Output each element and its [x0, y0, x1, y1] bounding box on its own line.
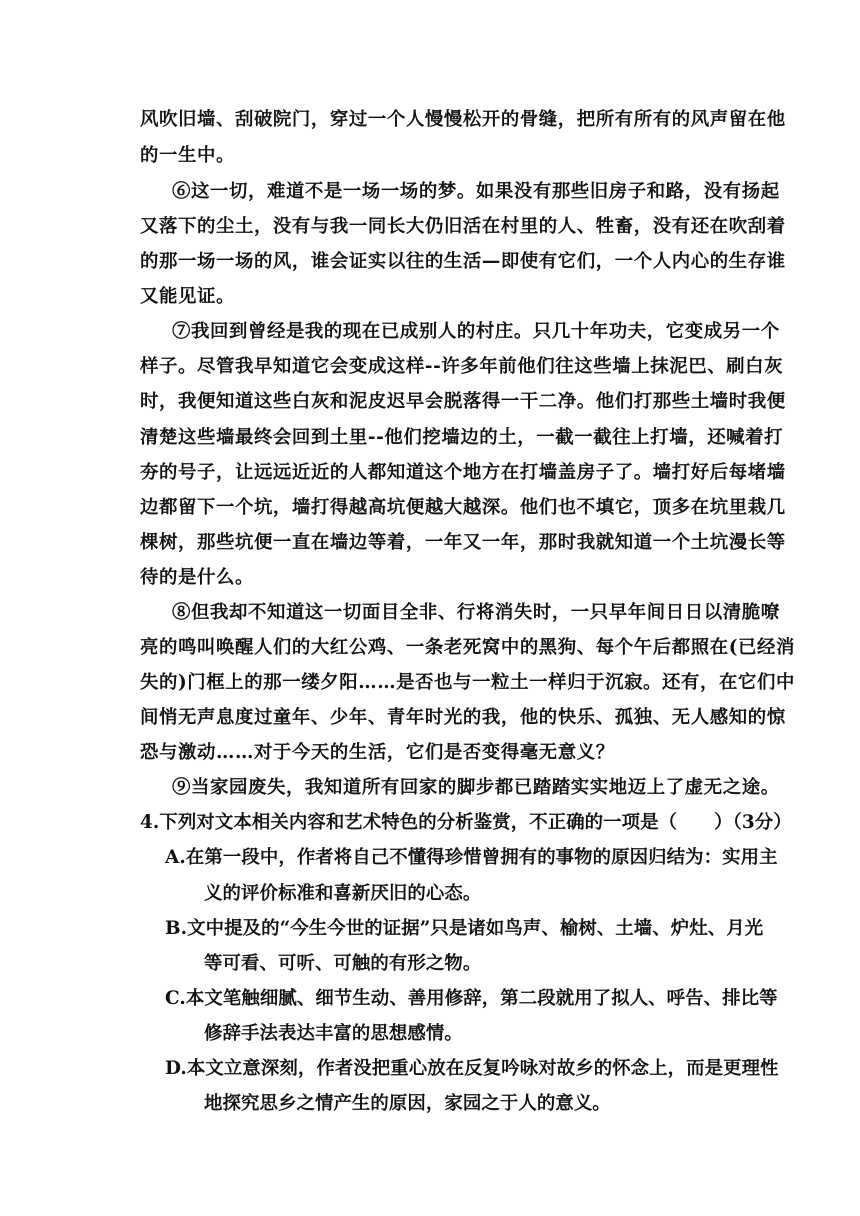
paragraph-7-line: 样子。尽管我早知道它会变成这样--许多年前他们往这些墙上抹泥巴、刷白灰 [140, 356, 784, 377]
paragraph-9-line: ⑨当家园废失，我知道所有回家的脚步都已踏踏实实地迈上了虚无之途。 [172, 777, 780, 798]
option-a-line1: A.在第一段中，作者将自己不懂得珍惜曾拥有的事物的原因归结为：实用主 [165, 847, 778, 868]
paragraph-8-line: 恐与激动……对于今天的生活，它们是否变得毫无意义？ [140, 742, 615, 763]
paragraph-6-line: 的那一场一场的风，谁会证实以往的生活—即使有它们，一个人内心的生存谁 [140, 251, 786, 272]
option-d-line1: D.本文立意深刻，作者没把重心放在反复吟咏对故乡的怀念上，而是更理性 [165, 1058, 779, 1079]
paragraph-7-line: 夯的号子，让远远近近的人都知道这个地方在打墙盖房子了。墙打好后每堵墙 [140, 462, 786, 483]
option-b-line1: B.文中提及的“今生今世的证据”只是诸如鸟声、榆树、土墙、炉灶、月光 [165, 918, 764, 939]
option-c-line2: 修辞手法表达丰富的思想感情。 [204, 1023, 463, 1044]
option-a-line2: 义的评价标准和喜新厌旧的心态。 [204, 883, 482, 904]
paragraph-7-line: ⑦我回到曾经是我的现在已成别人的村庄。只几十年功夫，它变成另一个 [172, 321, 780, 342]
passage-line: 的一生中。 [140, 145, 235, 166]
passage-line: 风吹旧墙、刮破院门，穿过一个人慢慢松开的骨缝，把所有所有的风声留在他 [140, 109, 786, 130]
paragraph-7-line: 边都留下一个坑，墙打得越高坑便越大越深。他们也不填它，顶多在坑里栽几 [140, 497, 786, 518]
paragraph-6-line: 又落下的尘土，没有与我一同长大仍旧活在村里的人、牲畜，没有还在吹刮着 [140, 216, 786, 237]
question-stem: 4.下列对文本相关内容和艺术特色的分析鉴赏，不正确的一项是（ ）（3分） [140, 812, 792, 833]
paragraph-6-line: ⑥这一切，难道不是一场一场的梦。如果没有那些旧房子和路，没有扬起 [172, 181, 780, 202]
paragraph-6-line: 又能见证。 [140, 286, 235, 307]
option-b-line2: 等可看、可听、可触的有形之物。 [204, 953, 482, 974]
option-c-line1: C.本文笔触细腻、细节生动、善用修辞，第二段就用了拟人、呼告、排比等 [165, 988, 778, 1009]
paragraph-8-line: ⑧但我却不知道这一切面目全非、行将消失时，一只早年间日日以清脆嘹 [172, 602, 780, 623]
paragraph-7-line: 时，我便知道这些白灰和泥皮迟早会脱落得一干二净。他们打那些土墙时我便 [140, 391, 786, 412]
paragraph-7-line: 清楚这些墙最终会回到土里--他们挖墙边的土，一截一截往上打墙，还喊着打 [140, 427, 784, 448]
paragraph-8-line: 亮的鸣叫唤醒人们的大红公鸡、一条老死窝中的黑狗、每个午后都照在(已经消 [140, 637, 795, 658]
paragraph-8-line: 失的)门框上的那一缕夕阳……是否也与一粒土一样归于沉寂。还有，在它们中 [140, 672, 795, 693]
paragraph-7-line: 棵树，那些坑便一直在墙边等着，一年又一年，那时我就知道一个土坑漫长等 [140, 532, 786, 553]
option-d-line2: 地探究思乡之情产生的原因，家园之于人的意义。 [204, 1093, 611, 1114]
paragraph-7-line: 待的是什么。 [140, 567, 254, 588]
paragraph-8-line: 间悄无声息度过童年、少年、青年时光的我，他的快乐、孤独、无人感知的惊 [140, 707, 786, 728]
